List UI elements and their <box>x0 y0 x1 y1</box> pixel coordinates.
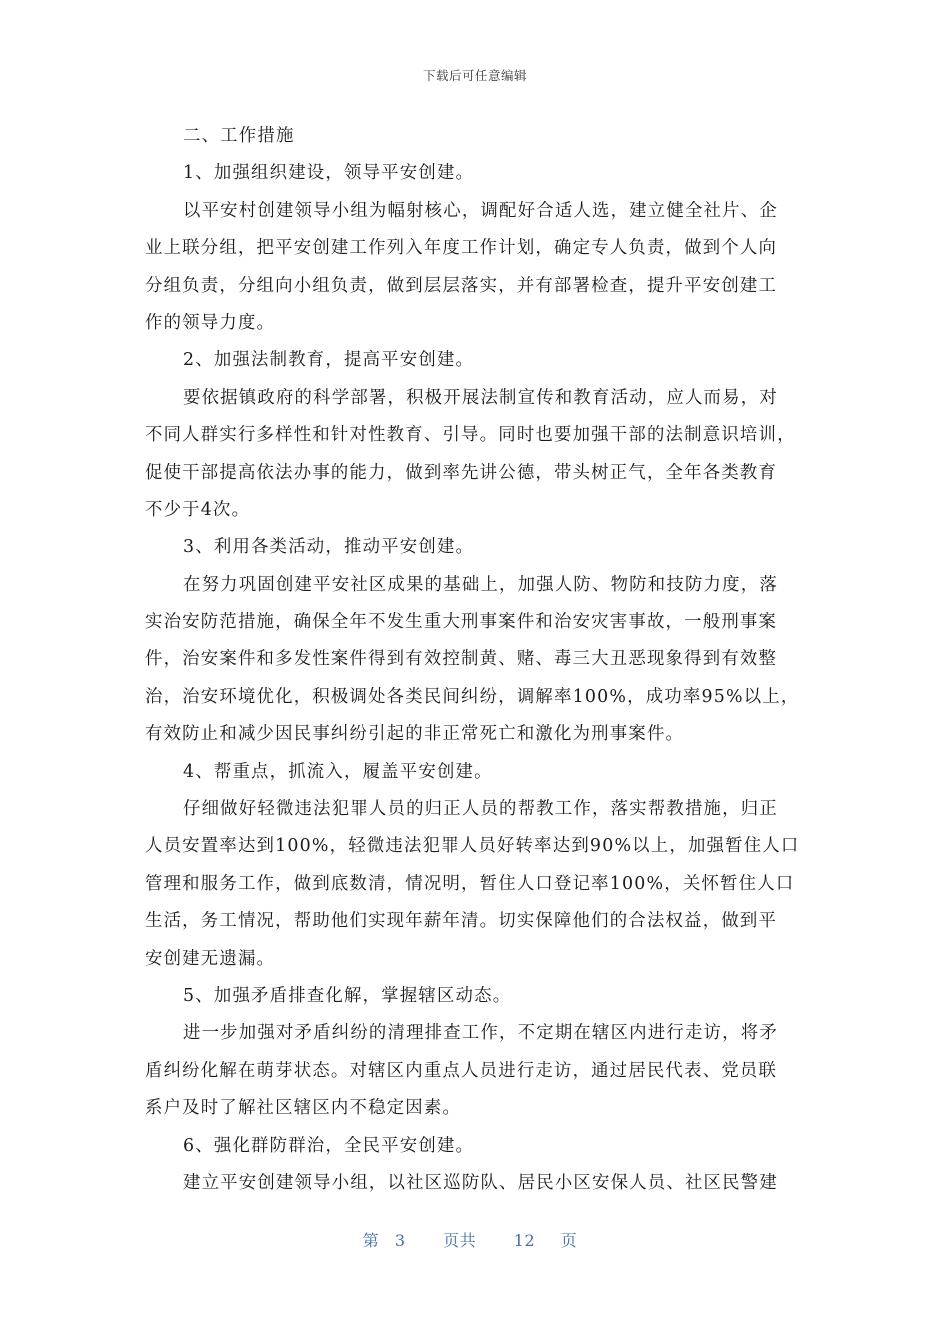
paragraph-line: 业上联分组，把平安创建工作列入年度工作计划，确定专人负责，做到个人向 <box>145 238 778 259</box>
paragraph-line: 不同人群实行多样性和针对性教育、引导。同时也要加强干部的法制意识培训， <box>145 425 796 446</box>
footer-page-label: 第 <box>362 1231 380 1250</box>
subsection-heading: 6、强化群防群治，全民平安创建。 <box>183 1135 475 1156</box>
paragraph-line: 以平安村创建领导小组为幅射核心，调配好合适人选，建立健全社片、企 <box>183 200 778 221</box>
paragraph-line: 治，治安环境优化，积极调处各类民间纠纷，调解率100%，成功率95%以上， <box>145 686 800 707</box>
paragraph-line: 管理和服务工作，做到底数清，情况明，暂住人口登记率100%，关怀暂住人口 <box>145 873 795 894</box>
paragraph-line: 件，治安案件和多发性案件得到有效控制黄、赌、毒三大丑恶现象得到有效整 <box>145 649 778 670</box>
subsection-heading: 1、加强组织建设，领导平安创建。 <box>183 163 475 184</box>
paragraph-line: 仔细做好轻微违法犯罪人员的归正人员的帮教工作，落实帮教措施，归正 <box>183 799 778 820</box>
paragraph-line: 作的领导力度。 <box>145 312 276 333</box>
paragraph-line: 不少于4次。 <box>145 499 251 520</box>
paragraph-line: 分组负责，分组向小组负责，做到层层落实，并有部署检查，提升平安创建工 <box>145 275 778 296</box>
paragraph-line: 盾纠纷化解在萌芽状态。对辖区内重点人员进行走访，通过居民代表、党员联 <box>145 1060 778 1081</box>
paragraph-line: 在努力巩固创建平安社区成果的基础上，加强人防、物防和技防力度，落 <box>183 574 778 595</box>
footer-page-number: 3 <box>394 1231 406 1250</box>
subsection-heading: 2、加强法制教育，提高平安创建。 <box>183 350 475 371</box>
paragraph-line: 生活，务工情况，帮助他们实现年薪年清。切实保障他们的合法权益，做到平 <box>145 911 778 932</box>
paragraph-line: 有效防止和减少因民事纠纷引起的非正常死亡和激化为刑事案件。 <box>145 724 685 745</box>
document-body <box>145 118 805 1202</box>
paragraph-line: 安创建无遗漏。 <box>145 948 276 969</box>
footer-total-pages: 12 <box>513 1231 536 1250</box>
paragraph-line: 人员安置率达到100%，轻微违法犯罪人员好转率达到90%以上，加强暂住人口 <box>145 836 800 857</box>
footer-page-suffix: 页 <box>560 1231 578 1250</box>
subsection-heading: 5、加强矛盾排查化解，掌握辖区动态。 <box>183 985 512 1006</box>
section-heading: 二、工作措施 <box>183 126 295 146</box>
paragraph-line: 实治安防范措施，确保全年不发生重大刑事案件和治安灾害事故，一般刑事案 <box>145 612 778 633</box>
paragraph-line: 系户及时了解社区辖区内不稳定因素。 <box>145 1098 462 1119</box>
page-header-note: 下载后可任意编辑 <box>422 68 527 83</box>
page-footer <box>0 1228 950 1251</box>
paragraph-line: 促使干部提高依法办事的能力，做到率先讲公德，带头树正气，全年各类教育 <box>145 462 778 483</box>
paragraph-line: 建立平安创建领导小组，以社区巡防队、居民小区安保人员、社区民警建 <box>183 1172 778 1193</box>
footer-total-label: 页共 <box>443 1231 477 1250</box>
paragraph-line: 进一步加强对矛盾纠纷的清理排查工作，不定期在辖区内进行走访，将矛 <box>183 1023 778 1044</box>
subsection-heading: 4、帮重点，抓流入，履盖平安创建。 <box>183 761 493 782</box>
paragraph-line: 要依据镇政府的科学部署，积极开展法制宣传和教育活动，应人而易，对 <box>183 387 778 408</box>
subsection-heading: 3、利用各类活动，推动平安创建。 <box>183 537 475 558</box>
